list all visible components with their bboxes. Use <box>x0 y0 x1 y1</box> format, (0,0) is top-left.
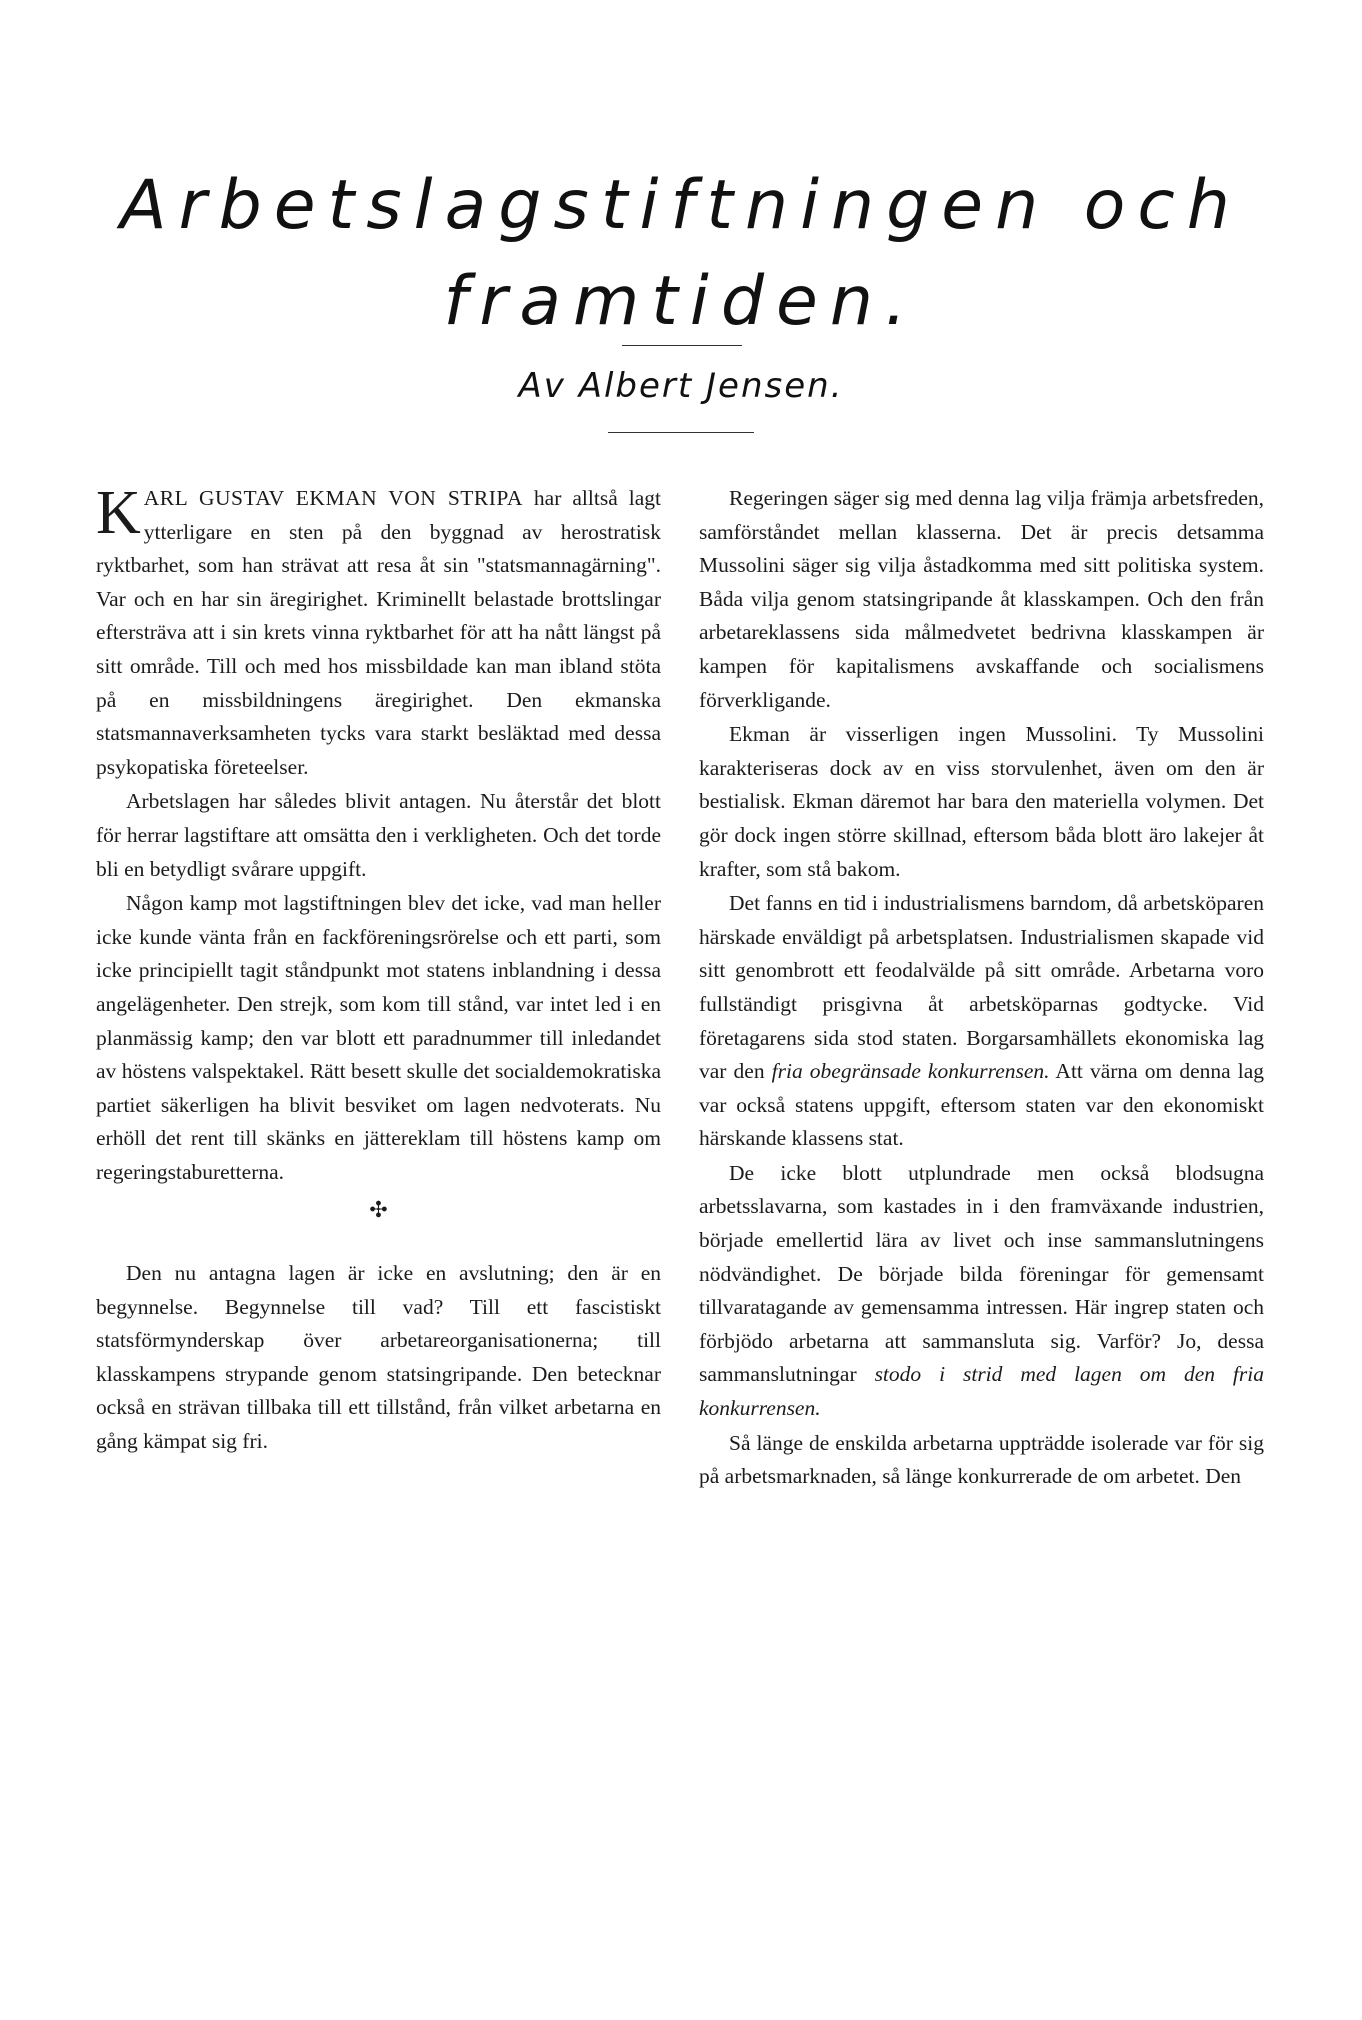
article-title-line-2: framtiden. <box>443 262 919 341</box>
paragraph: Arbetslagen har således blivit antagen. Nu återstår det blott för herrar lagstiftare att omsätta den i verkligheten. Och det torde bli en betydligt svårare uppgift. <box>96 789 661 881</box>
paragraph: Den nu antagna lagen är icke en avslutning; den är en begynnelse. Begynnelse till vad? Till ett fascistiskt statsförmynderskap över arbetareorganisationerna; till klasskampens strypande genom statsingripande. Den betecknar också en strävan tillbaka till ett tillstånd, från vilket arbetarna en gång kämpat sig fri. <box>96 1261 661 1454</box>
article-title-line-1: Arbetslagstiftningen och <box>120 166 1242 245</box>
paragraph-text: Att värna om denna lag var också statens uppgift, eftersom staten var den ekonomiskt härskande klassens stat. <box>699 1059 1264 1151</box>
right-column <box>699 482 1264 1812</box>
paragraph-text: har alltså lagt ytterligare en sten på den byggnad av herostratisk ryktbarhet, som han strävat att resa åt sin "statsmannagärning". Var och en har sin äregirighet. Kriminellt belastade brottslingar eftersträva att i sin krets vinna ryktbarhet för att ha nått längst på sitt område. Till och med hos missbildade kan man ibland stöta på en missbildningens äregirighet. Den ekmanska statsmannaverksamheten tycks vara starkt besläktad med dessa psykopatiska företeelser. <box>96 486 661 779</box>
emphasis-text: fria obegränsade konkurrensen. <box>771 1059 1050 1084</box>
paragraph: Ekman är visserligen ingen Mussolini. Ty Mussolini karakteriseras dock av en viss storvulenhet, även om den är bestialisk. Ekman däremot har bara den materiella volymen. Det gör dock ingen större skillnad, eftersom båda blott äro lakejer åt krafter, som stå bakom. <box>699 722 1264 881</box>
paragraph: Regeringen säger sig med denna lag vilja främja arbetsfreden, samförståndet mellan klasserna. Det är precis detsamma Mussolini säger sig vilja åstadkomma med sitt politiska system. Båda vilja genom statsingripande åt klasskampen. Och den från arbetareklassens sida målmedvetet bedrivna klasskampen är kampen för kapitalismens avskaffande och socialismens förverkligande. <box>699 486 1264 712</box>
paragraph-text: De icke blott utplundrade men också blodsugna arbetsslavarna, som kastades in i den framväxande industrien, började emellertid lära av livet och inse sammanslutningens nödvändighet. De började bilda föreningar för gemensamt tillvaratagande av gemensamma intressen. Här ingrep staten och förbjödo arbetarna att sammansluta sig. Varför? Jo, dessa sammanslutningar <box>699 1160 1264 1387</box>
article-byline: Av Albert Jensen. <box>518 366 844 406</box>
article-title <box>70 158 1292 350</box>
title-divider <box>622 345 742 346</box>
paragraph: Någon kamp mot lagstiftningen blev det icke, vad man heller icke kunde vänta från en fackföreningsrörelse och ett parti, som icke principiellt tagit ståndpunkt mot statens inblandning i dessa angelägenheter. Den strejk, som kom till stånd, var intet led i en planmässig kamp; den var blott ett paradnummer till inledandet av höstens valspektakel. Rätt besett skulle det socialdemokratiska partiet säkerligen ha blivit besviket om lagen nedvoterats. Nu erhöll det rent till skänks en jättereklam till höstens kamp om regeringstaburetterna. <box>96 891 661 1184</box>
paragraph <box>699 887 1264 1156</box>
paragraph-text: Det fanns en tid i industrialismens barndom, då arbetsköparen härskade enväldigt på arbetsplatsen. Industrialismen skapade vid sitt genombrott ett feodalvälde på sitt område. Arbetarna voro fullständigt prisgivna åt arbetsköparnas godtycke. Vid företagarens sida stod staten. Borgarsamhällets ekonomiska lag var den <box>699 891 1264 1084</box>
section-separator: ✣ <box>369 1197 388 1223</box>
left-column <box>96 482 661 1812</box>
paragraph: Så länge de enskilda arbetarna uppträdde isolerade var för sig på arbetsmarknaden, så länge konkurrerade de om arbetet. Den <box>699 1430 1264 1489</box>
emphasis-text: stodo i strid med lagen om den fria konkurrensen. <box>699 1362 1264 1421</box>
paragraph <box>699 1157 1264 1426</box>
opening-caps: ARL GUSTAV EKMAN VON STRIPA <box>143 486 523 510</box>
byline-divider <box>608 432 754 433</box>
drop-cap: K <box>96 482 141 547</box>
paragraph <box>96 482 661 784</box>
